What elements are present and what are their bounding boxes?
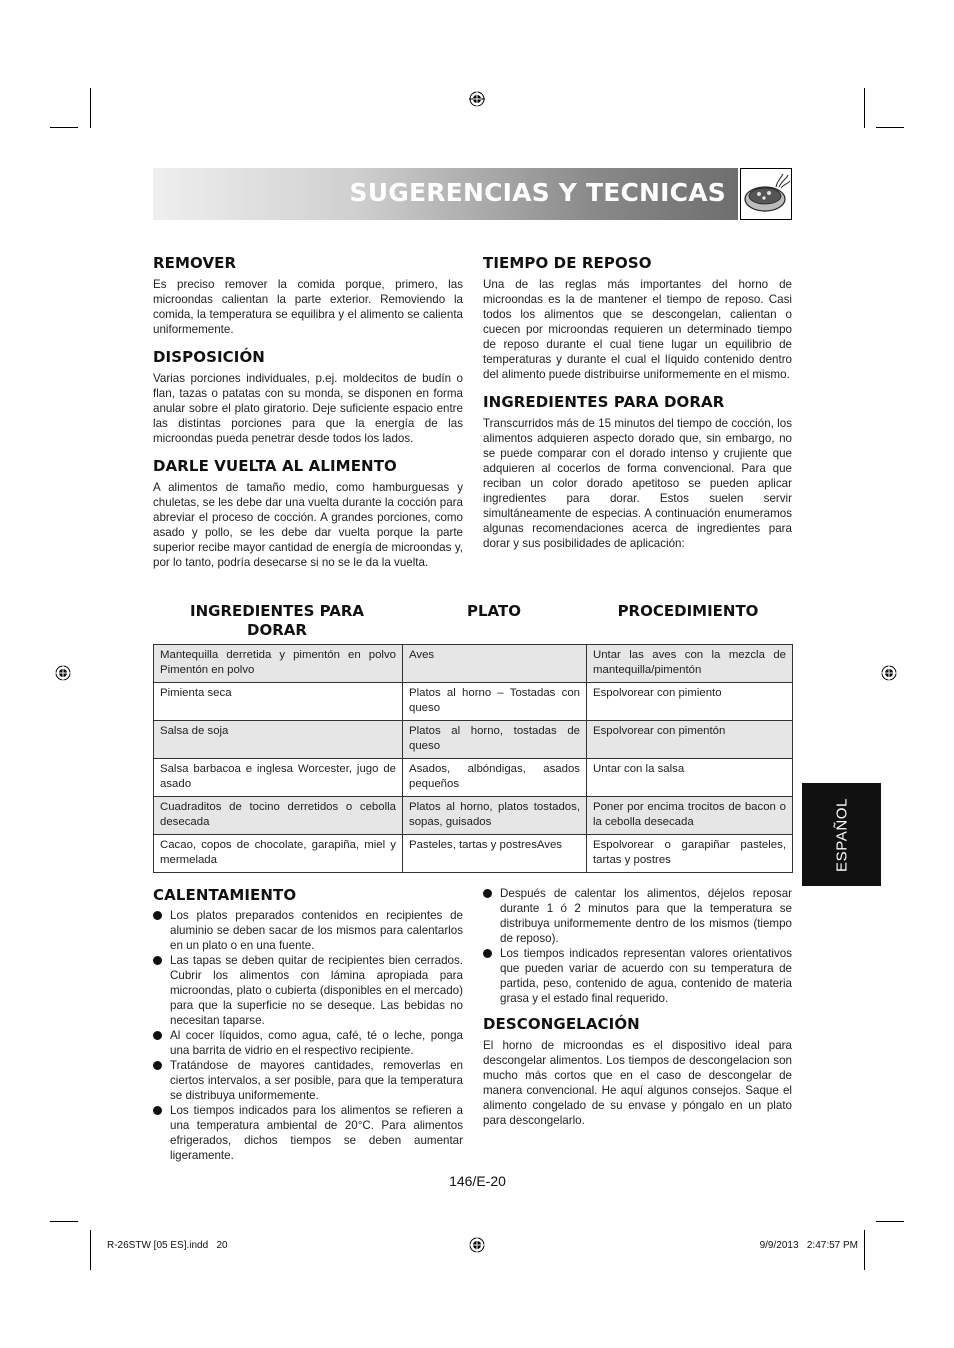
table-cell: Pasteles, tartas y postresAves	[403, 835, 587, 873]
table-cell: Poner por encima trocitos de bacon o la cebolla desecada	[587, 797, 793, 835]
page-header	[153, 168, 738, 220]
section-heading: DARLE VUELTA AL ALIMENTO	[153, 457, 397, 475]
crop-mark	[50, 1221, 78, 1222]
list-item-text: Después de calentar los alimentos, déjelos reposar durante 1 ó 2 minutos para que la temperatura se distribuya uniformemente dentro de los mismos (tiempo de reposo).	[500, 887, 792, 945]
list-item-text: Los tiempos indicados representan valores orientativos que pueden variar de acuerdo con su temperatura de partida, peso, contenido de agua, contenido de materia grasa y el estado final requerido.	[500, 947, 792, 1005]
table-row	[154, 683, 793, 721]
registration-mark-icon	[469, 91, 485, 107]
section-text: A alimentos de tamaño medio, como hamburguesas y chuletas, se les debe dar una vuelta durante la cocción para abreviar el proceso de cocción. A grandes porciones, como asado y pollo, se les debe dar vuelta porque la parte superior recibe mayor cantidad de energía de microondas y, por lo tanto, podría desecarse si no se le da la vuelta.	[153, 481, 463, 569]
page-title: SUGERENCIAS Y TECNICAS	[349, 178, 726, 207]
bullet-icon	[153, 911, 162, 920]
registration-mark-icon	[469, 1237, 485, 1253]
heating-section	[153, 886, 463, 1163]
table-header-ingredients: INGREDIENTES PARA DORAR	[190, 602, 364, 639]
crop-mark	[864, 88, 865, 128]
section-text: El horno de microondas es el dispositivo ideal para descongelar alimentos. Los tiempos de descongelacion son mucho más cortos que en el caso de descongelar de manera convencional. He aquí algunos consejos. Saque el alimento congelado de su envase y póngalo en un plato para descongelarlo.	[483, 1039, 792, 1127]
list-item	[153, 1028, 463, 1058]
table-cell: Untar con la salsa	[587, 759, 793, 797]
table-row	[154, 721, 793, 759]
section-heading: REMOVER	[153, 254, 237, 272]
crop-mark	[876, 127, 904, 128]
table-row	[154, 759, 793, 797]
list-item	[483, 886, 792, 946]
right-lower-column	[483, 886, 792, 1128]
list-item-text: Al cocer líquidos, como agua, café, té o leche, ponga una barrita de vidrio en el respectivo recipiente.	[170, 1029, 463, 1057]
list-item-text: Tratándose de mayores cantidades, removerlas en ciertos intervalos, a ser posible, para que la temperatura se distribuya uniformemente.	[170, 1059, 463, 1102]
list-item	[153, 1103, 463, 1163]
browning-table	[153, 644, 793, 873]
section-text: Una de las reglas más importantes del horno de microondas es la de mantener el tiempo de reposo. Casi todos los alimentos que se descongelan, calientan o cuecen por microondas requieren un determinado tiempo de reposo durante el cual tiene lugar un equilibrio de temperaturas y durante el cual el líquido contenido dentro del alimento puede distribuirse uniformemente en el mismo.	[483, 278, 792, 381]
crop-mark	[864, 1230, 865, 1270]
registration-mark-icon	[881, 665, 897, 681]
registration-mark-icon	[55, 665, 71, 681]
table-header-dish: PLATO	[467, 602, 521, 620]
list-item-text: Los tiempos indicados para los alimentos se refieren a una temperatura ambiental de 20°C. Para alimentos efrigerados, dichos tiempos se deben aumentar ligeramente.	[170, 1104, 463, 1162]
bullet-icon	[153, 1106, 162, 1115]
section-heading: INGREDIENTES PARA DORAR	[483, 393, 725, 411]
table-row	[154, 797, 793, 835]
list-item	[153, 908, 463, 953]
page-number: 146/E-20	[449, 1173, 506, 1189]
list-item-text: Las tapas se deben quitar de recipientes bien cerrados. Cubrir los alimentos con lámina apropiada para microondas, plato o cubierta (disponibles en el mercado) para que la superficie no se deseque. Las bebidas no necesitan taparse.	[170, 954, 463, 1027]
table-cell: Mantequilla derretida y pimentón en polvo Pimentón en polvo	[154, 645, 403, 683]
table-cell: Aves	[403, 645, 587, 683]
table-cell: Platos al horno – Tostadas con queso	[403, 683, 587, 721]
footer-timestamp: 9/9/2013 2:47:57 PM	[759, 1240, 858, 1251]
right-column	[483, 254, 792, 551]
section-text: Transcurridos más de 15 minutos del tiempo de cocción, los alimentos adquieren aspecto dorado que, sin embargo, no se puede comparar con el dorado intenso y crujiente que adquieren al cocerlos de forma convencional. Para que reciban un color dorado apetitoso se pueden aplicar ingredientes para dorar. Estos suelen servir simultáneamente de especias. A continuación enumeramos algunas recomendaciones acerca de ingredientes para dorar y sus posibilidades de aplicación:	[483, 417, 792, 550]
bullet-icon	[153, 1061, 162, 1070]
table-cell: Platos al horno, platos tostados, sopas, guisados	[403, 797, 587, 835]
section-heading: DISPOSICIÓN	[153, 348, 265, 366]
section-text: Es preciso remover la comida porque, primero, las microondas calientan la parte exterior. Removiendo la comida, la temperatura se equilibra y el alimento se calienta uniformemente.	[153, 278, 463, 336]
table-cell: Salsa barbacoa e inglesa Worcester, jugo de asado	[154, 759, 403, 797]
section-heading: TIEMPO DE REPOSO	[483, 254, 652, 272]
bullet-icon	[483, 889, 492, 898]
table-cell: Asados, albóndigas, asados pequeños	[403, 759, 587, 797]
table-cell: Espolvorear con pimiento	[587, 683, 793, 721]
table-cell: Platos al horno, tostadas de queso	[403, 721, 587, 759]
table-header-procedure: PROCEDIMIENTO	[617, 602, 759, 620]
crop-mark	[50, 127, 78, 128]
section-heading: DESCONGELACIÓN	[483, 1015, 640, 1033]
language-tab-label: ESPAÑOL	[833, 797, 850, 872]
table-cell: Cuadraditos de tocino derretidos o cebolla desecada	[154, 797, 403, 835]
list-item	[483, 946, 792, 1006]
bullet-icon	[483, 949, 492, 958]
table-cell: Espolvorear con pimentón	[587, 721, 793, 759]
table-row	[154, 835, 793, 873]
table-cell: Salsa de soja	[154, 721, 403, 759]
list-item	[153, 1058, 463, 1103]
list-item	[153, 953, 463, 1028]
bullet-icon	[153, 956, 162, 965]
table-row	[154, 645, 793, 683]
heating-list-continued	[483, 886, 792, 1006]
crop-mark	[90, 88, 91, 128]
section-heading: CALENTAMIENTO	[153, 886, 297, 904]
food-illustration-icon	[740, 168, 792, 220]
language-tab	[802, 783, 881, 886]
table-cell: Pimienta seca	[154, 683, 403, 721]
heating-list	[153, 908, 463, 1163]
list-item-text: Los platos preparados contenidos en recipientes de aluminio se deben sacar de los mismos para calentarlos en un plato o en una fuente.	[170, 909, 463, 952]
left-column	[153, 254, 463, 570]
table-cell: Cacao, copos de chocolate, garapiña, miel y mermelada	[154, 835, 403, 873]
crop-mark	[876, 1221, 904, 1222]
footer-filename: R-26STW [05 ES].indd 20	[107, 1240, 228, 1251]
table-cell: Espolvorear o garapiñar pasteles, tartas y postres	[587, 835, 793, 873]
bullet-icon	[153, 1031, 162, 1040]
table-cell: Untar las aves con la mezcla de mantequilla/pimentón	[587, 645, 793, 683]
section-text: Varias porciones individuales, p.ej. moldecitos de budín o flan, tazas o patatas con su monda, se disponen en forma anular sobre el plato giratorio. Deje suficiente espacio entre las distintas porciones para que la energía de las microondas pueda penetrar desde todos los lados.	[153, 372, 463, 445]
crop-mark	[90, 1230, 91, 1270]
